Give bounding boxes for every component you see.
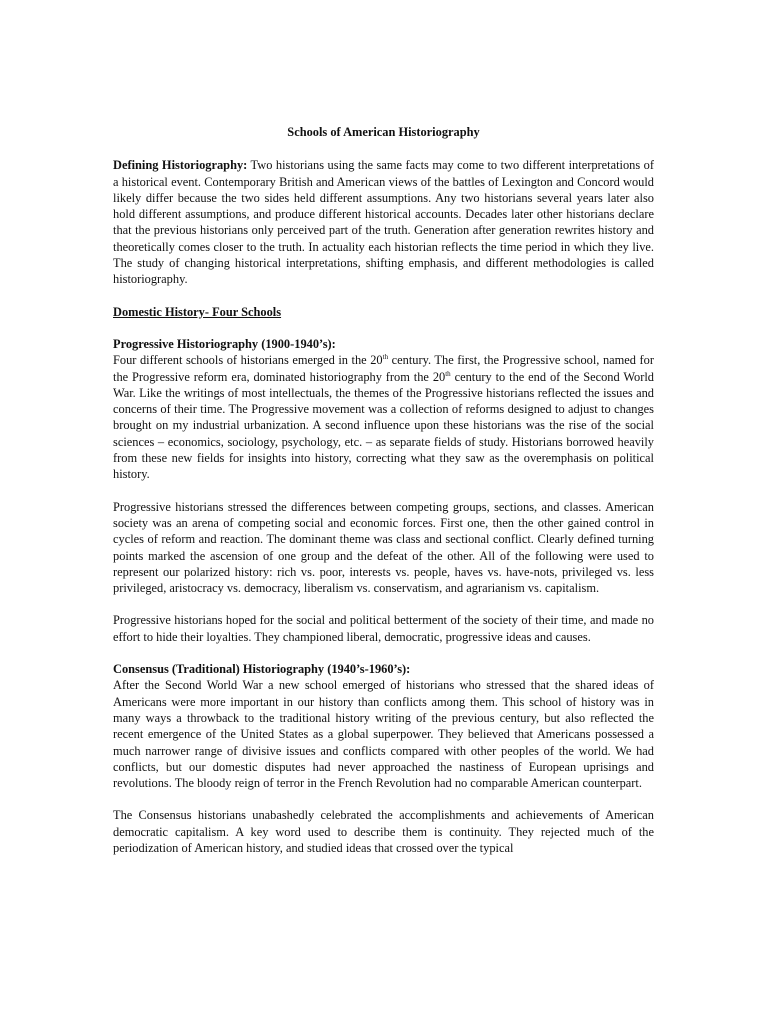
progressive-paragraph-2: Progressive historians stressed the differences between competing groups, sections, and classes. American society was an arena of competing social and economic forces. First one, then the other gained control in cycles of reform and reaction. The dominant theme was class and sectional conflict. Clearly defined turning points marked the ascension of one group and the defeat of the other. All of the following were used to represent our polarized history: rich vs. poor, interests vs. people, haves vs. have-nots, privileged vs. less privileged, aristocracy vs. democracy, liberalism vs. conservatism, and agrarianism vs. capitalism.	[113, 499, 654, 596]
domestic-heading	[113, 304, 654, 320]
progressive-paragraph-3: Progressive historians hoped for the social and political betterment of the society of their time, and made no effort to hide their loyalties. They championed liberal, democratic, progressive ideas and causes.	[113, 613, 654, 644]
progressive-p1-part-b: century. The first, the Progressive school, named for the Progressive reform era, dominated historiography from the 20	[113, 353, 655, 384]
defining-paragraph	[113, 157, 654, 287]
consensus-paragraph-1: After the Second World War a new school emerged of historians who stressed that the shared ideas of Americans were more important in our history than conflicts among them. This school of history was in many ways a throwback to the traditional history writing of the previous century, but also reflected the recent emergence of the United States as a global superpower. They believed that Americans possessed a much narrower range of divisive issues and conflicts compared with other peoples of the world. We had conflicts, but our domestic disputes had never approached the nastiness of European uprisings and revolutions. The bloody reign of terror in the French Revolution had no comparable American counterpart.	[113, 678, 654, 791]
progressive-paragraph-1	[113, 352, 654, 482]
consensus-heading: Consensus (Traditional) Historiography (1940’s-1960’s):	[113, 662, 411, 677]
defining-text: Two historians using the same facts may come to two different interpretations of a historical event. Contemporary British and American views of the battles of Lexington and Concord would likely differ because the two sides held different assumptions. Any two historians several years later also hold different assumptions, and produce different historical accounts. Decades later other historians declare that the previous historians only perceived part of the truth. Generation after generation rewrites history and theoretically comes closer to the truth. In actuality each historian reflects the time period in which they live. The study of changing historical interpretations, shifting emphasis, and different methodologies is called historiography.	[113, 158, 654, 287]
consensus-paragraph-2: The Consensus historians unabashedly celebrated the accomplishments and achievements of American democratic capitalism. A key word used to describe them is continuity. They rejected much of the periodization of American history, and studied ideas that crossed over the typical	[113, 808, 654, 855]
progressive-p1-part-c: century to the end of the Second World War. Like the writings of most intellectuals, the themes of the Progressive historians reflected the issues and concerns of their time. The Progressive movement was a collection of reforms designed to adjust to changes brought on my industrial urbanization. A second influence upon these historians was the rise of the social sciences – economics, sociology, psychology, etc. – as separate fields of study. Historians borrowed heavily from these new fields for insights into history, correcting what they saw as the overemphasis on political history.	[113, 369, 654, 482]
progressive-heading: Progressive Historiography (1900-1940’s):	[113, 336, 336, 351]
document-body	[113, 124, 654, 856]
document-title: Schools of American Historiography	[287, 125, 480, 139]
superscript-th: th	[382, 353, 389, 362]
defining-label: Defining Historiography:	[113, 158, 248, 173]
superscript-th: th	[445, 369, 451, 378]
progressive-p1-part-a: Four different schools of historians emerged in the 20	[113, 353, 383, 368]
domestic-heading-text: Domestic History- Four Schools	[113, 304, 282, 319]
